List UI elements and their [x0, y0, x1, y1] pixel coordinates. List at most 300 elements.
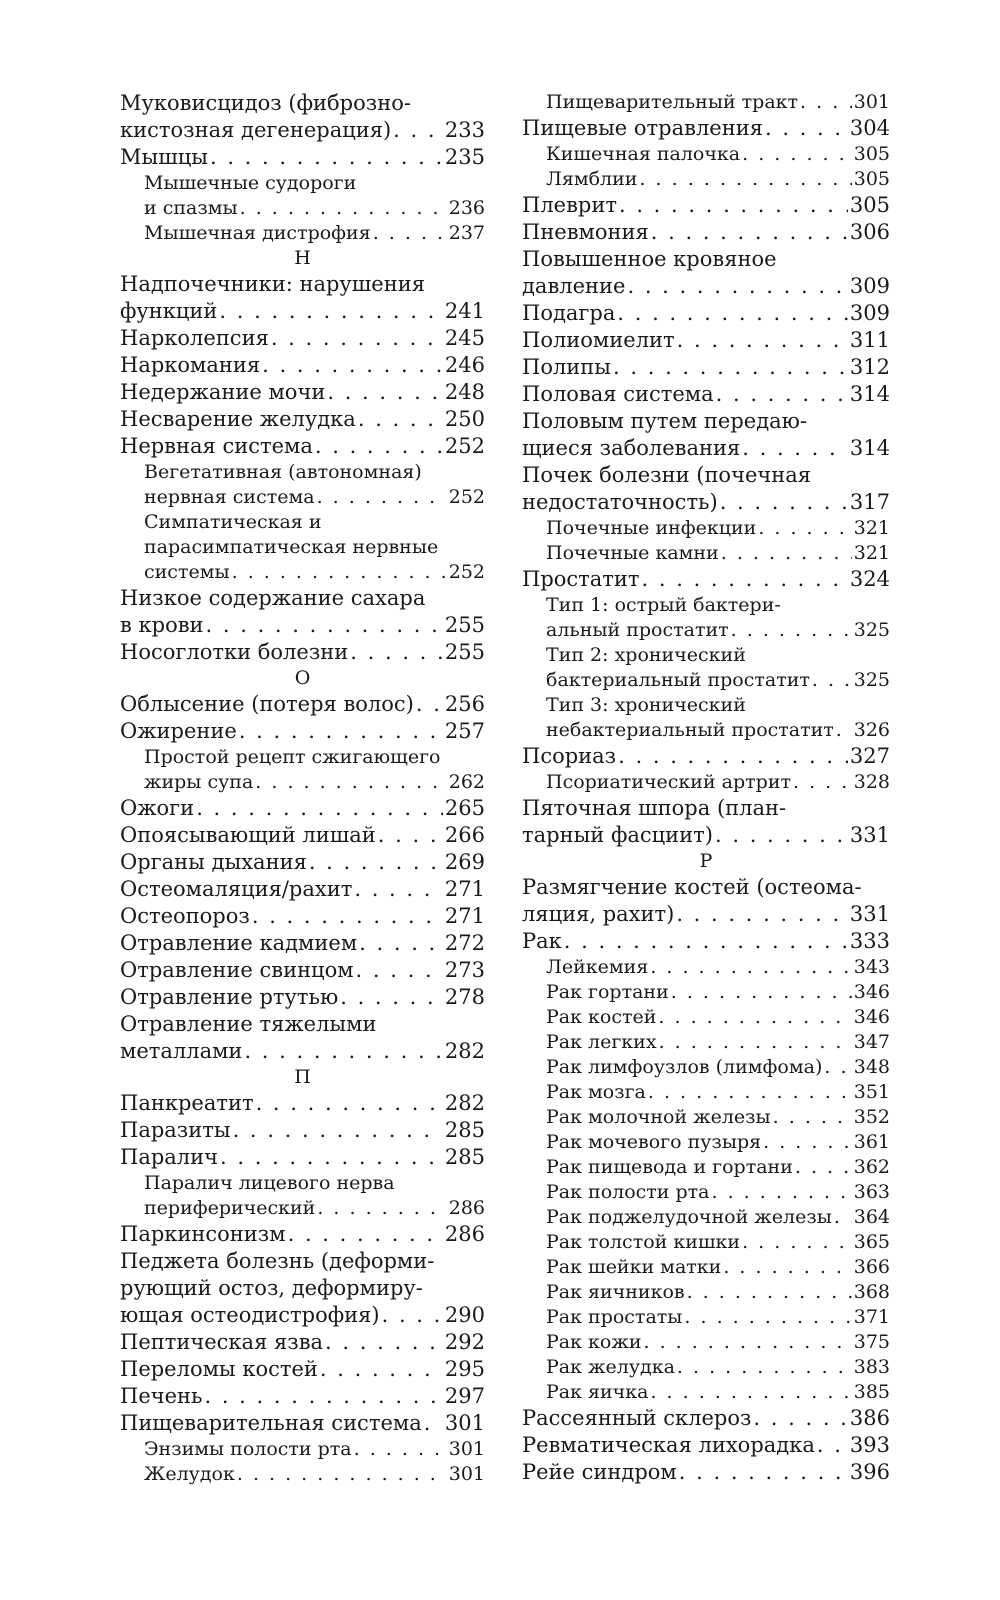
index-subentry	[522, 1205, 890, 1230]
dot-leader	[373, 221, 447, 246]
index-subentry	[522, 955, 890, 980]
page-number: 285	[444, 1145, 485, 1169]
index-subentry	[522, 770, 890, 795]
entry-text: Пищеварительный тракт	[546, 91, 799, 113]
index-subentry	[522, 643, 890, 693]
entry-text: Наркомания	[120, 353, 261, 377]
entry-text: Опоясывающий лишай	[120, 823, 376, 847]
section-letter: Н	[294, 247, 311, 269]
index-entry	[522, 354, 890, 381]
page-number: 250	[444, 407, 485, 431]
page-number: 301	[448, 1463, 485, 1485]
page-number: 343	[853, 956, 890, 978]
entry-text: небактериальный простатит	[546, 719, 834, 741]
dot-leader	[416, 691, 443, 718]
entry-text: Нарколепсия	[120, 326, 269, 350]
index-subentry	[522, 1130, 890, 1155]
entry-text: Кишечная палочка	[546, 143, 741, 165]
entry-text: Рассеянный склероз	[522, 1406, 752, 1430]
dot-leader	[677, 327, 848, 354]
page-number: 363	[853, 1181, 890, 1203]
dot-leader	[288, 1221, 443, 1248]
entry-text: Тип 3: хронический	[546, 694, 746, 716]
entry-text: Полиомиелит	[522, 328, 675, 352]
entry-text: Рак поджелудочной железы	[546, 1206, 832, 1228]
page-number: 326	[853, 719, 890, 741]
index-column-right	[522, 90, 890, 1486]
entry-text: Почечные камни	[546, 542, 719, 564]
index-entry	[522, 743, 890, 770]
entry-text: в крови	[120, 613, 204, 637]
dot-leader	[639, 167, 851, 192]
page-number: 305	[853, 168, 890, 190]
dot-leader	[393, 117, 443, 144]
index-entry	[522, 327, 890, 354]
entry-text: ляция, рахит)	[522, 902, 675, 926]
entry-text: Надпочечники: нарушения	[120, 272, 425, 296]
entry-text: Паразиты	[120, 1118, 231, 1142]
entry-text: рующий остоз, деформиру-	[120, 1276, 423, 1300]
index-entry	[522, 408, 890, 462]
entry-text: Повышенное кровяное	[522, 247, 777, 271]
dot-leader	[340, 984, 443, 1011]
dot-leader	[687, 1280, 852, 1305]
entry-text: Отравление тяжелыми	[120, 1012, 377, 1036]
dot-leader	[382, 1302, 443, 1329]
page-number: 235	[444, 145, 485, 169]
index-entry	[120, 1248, 485, 1329]
index-entry	[120, 585, 485, 639]
page-number: 396	[849, 1460, 890, 1484]
entry-text: Простой рецепт сжигающего	[144, 746, 441, 768]
entry-text: Отравление ртутью	[120, 985, 339, 1009]
page-number: 262	[448, 771, 485, 793]
entry-text: Рак кожи	[546, 1331, 642, 1353]
section-letter: О	[294, 667, 311, 689]
page-number: 314	[849, 436, 890, 460]
entry-text: Паралич лицевого нерва	[144, 1172, 395, 1194]
entry-text: жиры супа	[144, 771, 254, 793]
page-number: 265	[444, 796, 485, 820]
dot-leader	[256, 1090, 443, 1117]
page-number: 266	[444, 823, 485, 847]
page-number: 325	[853, 669, 890, 691]
index-subentry	[120, 1437, 485, 1462]
dot-leader	[817, 1432, 848, 1459]
page-number: 325	[853, 619, 890, 641]
dot-leader	[424, 1410, 443, 1437]
page-number: 290	[444, 1303, 485, 1327]
page-number: 304	[849, 116, 890, 140]
entry-text: Рак легких	[546, 1031, 657, 1053]
index-entry	[522, 192, 890, 219]
page-number: 328	[853, 771, 890, 793]
page-number: 271	[444, 877, 485, 901]
index-entry	[120, 718, 485, 745]
entry-text: кистозная дегенерация)	[120, 118, 392, 142]
page-number: 371	[853, 1306, 890, 1328]
entry-text: Рак шейки матки	[546, 1256, 722, 1278]
index-entry	[120, 984, 485, 1011]
page-number: 286	[444, 1222, 485, 1246]
entry-text: Половая система	[522, 382, 714, 406]
index-subentry	[522, 1305, 890, 1330]
page-number: 252	[444, 434, 485, 458]
page-number: 248	[444, 380, 485, 404]
dot-leader	[659, 1030, 852, 1055]
page-number: 301	[444, 1411, 485, 1435]
index-column-left	[120, 90, 485, 1487]
dot-leader	[758, 516, 851, 541]
page-number: 305	[853, 143, 890, 165]
dot-leader	[309, 849, 443, 876]
page-number: 333	[849, 929, 890, 953]
index-entry	[120, 1011, 485, 1065]
dot-leader	[244, 1038, 442, 1065]
entry-text: Недержание мочи	[120, 380, 326, 404]
index-entry	[522, 1432, 890, 1459]
dot-leader	[317, 1196, 446, 1221]
page-number: 368	[853, 1281, 890, 1303]
index-entry	[120, 795, 485, 822]
page-number: 331	[849, 823, 890, 847]
page-number: 351	[853, 1081, 890, 1103]
page-number: 301	[448, 1438, 485, 1460]
entry-text: Пневмония	[522, 220, 649, 244]
dot-leader	[350, 639, 443, 666]
index-entry	[522, 928, 890, 955]
page-number: 246	[444, 353, 485, 377]
dot-leader	[617, 300, 848, 327]
page-number: 346	[853, 1006, 890, 1028]
entry-text: Ожирение	[120, 719, 237, 743]
page-number: 331	[849, 902, 890, 926]
entry-text: Отравление свинцом	[120, 958, 354, 982]
index-entry	[120, 1144, 485, 1171]
entry-text: Рак яичников	[546, 1281, 685, 1303]
dot-leader	[715, 822, 848, 849]
index-entry	[120, 433, 485, 460]
dot-leader	[255, 770, 446, 795]
page-number: 272	[444, 931, 485, 955]
page-number: 362	[853, 1156, 890, 1178]
index-subentry	[522, 1005, 890, 1030]
index-entry	[522, 795, 890, 849]
index-subentry	[522, 1030, 890, 1055]
dot-leader	[327, 379, 443, 406]
index-subentry	[522, 1330, 890, 1355]
index-entry	[120, 379, 485, 406]
dot-leader	[742, 142, 852, 167]
entry-text: Органы дыхания	[120, 850, 307, 874]
page-number: 282	[444, 1091, 485, 1115]
entry-text: Энзимы полости рта	[144, 1438, 352, 1460]
page-number: 286	[448, 1197, 485, 1219]
dot-leader	[795, 1155, 852, 1180]
index-subentry	[522, 1055, 890, 1080]
index-subentry	[522, 693, 890, 743]
page-number: 393	[849, 1433, 890, 1457]
dot-leader	[219, 298, 442, 325]
entry-text: Паркинсонизм	[120, 1222, 286, 1246]
entry-text: Панкреатит	[120, 1091, 254, 1115]
index-subentry	[522, 1380, 890, 1405]
dot-leader	[354, 1437, 447, 1462]
dot-leader	[252, 903, 443, 930]
entry-text: Рак толстой кишки	[546, 1231, 741, 1253]
index-entry	[120, 957, 485, 984]
entry-text: Рак гортани	[546, 981, 669, 1003]
page-number: 292	[444, 1330, 485, 1354]
index-entry	[120, 406, 485, 433]
page-number: 321	[853, 542, 890, 564]
page-number: 255	[444, 640, 485, 664]
index-subentry	[120, 221, 485, 246]
index-subentry	[522, 593, 890, 643]
dot-leader	[619, 192, 848, 219]
dot-leader	[676, 901, 848, 928]
index-subentry	[120, 510, 485, 585]
index-subentry	[522, 90, 890, 115]
page-number: 256	[444, 692, 485, 716]
entry-text: Нервная система	[120, 434, 313, 458]
dot-leader	[731, 618, 852, 643]
dot-leader	[763, 1130, 852, 1155]
index-subentry	[522, 142, 890, 167]
index-entry	[120, 1329, 485, 1356]
index-entry	[120, 352, 485, 379]
entry-text: Лямблии	[546, 168, 638, 190]
dot-leader	[564, 928, 848, 955]
page-number: 233	[444, 118, 485, 142]
dot-leader	[658, 1005, 851, 1030]
dot-leader	[196, 795, 443, 822]
page-number: 305	[849, 193, 890, 217]
dot-leader	[233, 1117, 443, 1144]
entry-text: Ожоги	[120, 796, 195, 820]
dot-leader	[354, 876, 443, 903]
page-number: 352	[853, 1106, 890, 1128]
page-number: 241	[444, 299, 485, 323]
index-entry	[120, 1356, 485, 1383]
page-number: 324	[849, 567, 890, 591]
entry-text: Рак полости рта	[546, 1181, 710, 1203]
page-number: 366	[853, 1256, 890, 1278]
page-number: 245	[444, 326, 485, 350]
index-entry	[120, 325, 485, 352]
entry-text: Псориаз	[522, 744, 617, 768]
dot-leader	[220, 1144, 443, 1171]
page-number: 309	[849, 301, 890, 325]
index-entry	[120, 903, 485, 930]
entry-text: Желудок	[144, 1463, 235, 1485]
entry-text: Мышечная дистрофия	[144, 222, 371, 244]
index-entry	[120, 1090, 485, 1117]
index-subentry	[522, 541, 890, 566]
entry-text: Печень	[120, 1384, 203, 1408]
dot-leader	[627, 273, 847, 300]
dot-leader	[613, 354, 848, 381]
page-number: 306	[849, 220, 890, 244]
entry-text: Симпатическая и	[144, 511, 322, 533]
entry-text: Ревматическая лихорадка	[522, 1433, 815, 1457]
page-number: 278	[444, 985, 485, 1009]
entry-text: Почек болезни (почечная	[522, 463, 812, 487]
entry-text: Рак пищевода и гортани	[546, 1156, 793, 1178]
page-number: 314	[849, 382, 890, 406]
entry-text: Низкое содержание сахара	[120, 586, 426, 610]
dot-leader	[773, 1105, 852, 1130]
page-number: 236	[448, 197, 485, 219]
dot-leader	[679, 1459, 848, 1486]
index-subentry	[522, 516, 890, 541]
dot-leader	[812, 668, 852, 693]
dot-leader	[325, 1329, 443, 1356]
entry-text: Остеомаляция/рахит	[120, 877, 353, 901]
entry-text: Почечные инфекции	[546, 517, 757, 539]
entry-text: Носоглотки болезни	[120, 640, 349, 664]
dot-leader	[677, 1355, 852, 1380]
entry-text: Рак яичка	[546, 1381, 649, 1403]
index-subentry	[120, 171, 485, 221]
page-number: 285	[444, 1118, 485, 1142]
dot-leader	[618, 743, 848, 770]
index-entry	[522, 462, 890, 516]
index-entry	[120, 691, 485, 718]
dot-leader	[210, 144, 443, 171]
entry-text: Рак костей	[546, 1006, 657, 1028]
index-entry	[522, 1459, 890, 1486]
entry-text: альный простатит	[546, 619, 729, 641]
page-number: 317	[849, 490, 890, 514]
index-entry	[120, 144, 485, 171]
page-number: 273	[444, 958, 485, 982]
page-number: 255	[444, 613, 485, 637]
index-entry	[522, 300, 890, 327]
page-number: 386	[849, 1406, 890, 1430]
entry-text: давление	[522, 274, 626, 298]
entry-text: Пищевые отравления	[522, 116, 763, 140]
index-entry	[522, 566, 890, 593]
page-number: 321	[853, 517, 890, 539]
entry-text: Рак мочевого пузыря	[546, 1131, 762, 1153]
index-subentry	[522, 1280, 890, 1305]
dot-leader	[671, 980, 852, 1005]
dot-leader	[320, 1356, 443, 1383]
index-entry	[120, 639, 485, 666]
dot-leader	[378, 822, 443, 849]
entry-text: Псориатический артрит	[546, 771, 792, 793]
dot-leader	[793, 770, 852, 795]
entry-text: Муковисцидоз (фиброзно-	[120, 91, 411, 115]
index-entry	[522, 1405, 890, 1432]
page-number: 297	[444, 1384, 485, 1408]
index-entry	[522, 874, 890, 928]
entry-text: Рак молочной железы	[546, 1106, 771, 1128]
index-subentry	[120, 460, 485, 510]
index-entry	[120, 876, 485, 903]
index-entry	[522, 115, 890, 142]
entry-text: Тип 2: хронический	[546, 644, 746, 666]
index-entry	[120, 90, 485, 144]
page-number: 252	[448, 486, 485, 508]
index-entry	[522, 381, 890, 408]
dot-leader	[834, 1205, 852, 1230]
dot-leader	[237, 1462, 447, 1487]
index-entry	[120, 930, 485, 957]
entry-text: Вегетативная (автономная)	[144, 461, 422, 483]
page-number: 311	[849, 328, 890, 352]
page-number: 301	[853, 91, 890, 113]
entry-text: периферический	[144, 1197, 316, 1219]
page-number: 385	[853, 1381, 890, 1403]
page-number: 237	[448, 222, 485, 244]
index-subentry	[522, 1105, 890, 1130]
index-entry	[120, 1117, 485, 1144]
entry-text: металлами	[120, 1039, 243, 1063]
page-number: 257	[444, 719, 485, 743]
index-subentry	[522, 980, 890, 1005]
index-entry	[522, 219, 890, 246]
entry-text: ющая остеодистрофия)	[120, 1303, 380, 1327]
index-subentry	[522, 167, 890, 192]
page-number: 346	[853, 981, 890, 1003]
entry-text: Мышцы	[120, 145, 208, 169]
entry-text: Пептическая язва	[120, 1330, 324, 1354]
page-number: 252	[448, 561, 485, 583]
index-subentry	[522, 1230, 890, 1255]
page-number: 347	[853, 1031, 890, 1053]
dot-leader	[262, 352, 443, 379]
entry-text: и спазмы	[144, 197, 238, 219]
index-subentry	[522, 1080, 890, 1105]
index-entry	[120, 822, 485, 849]
entry-text: нервная система	[144, 486, 315, 508]
index-subentry	[120, 745, 485, 795]
dot-leader	[723, 1255, 851, 1280]
section-letter: П	[294, 1066, 311, 1088]
index-entry	[120, 849, 485, 876]
entry-text: системы	[144, 561, 230, 583]
dot-leader	[716, 381, 848, 408]
entry-text: Пяточная шпора (план-	[522, 796, 787, 820]
page-number: 375	[853, 1331, 890, 1353]
index-entry	[120, 1410, 485, 1437]
dot-leader	[684, 1305, 851, 1330]
page-number: 327	[849, 744, 890, 768]
dot-leader	[232, 560, 447, 585]
dot-leader	[642, 566, 848, 593]
page-number: 365	[853, 1231, 890, 1253]
index-entry	[120, 1221, 485, 1248]
index-subentry	[522, 1155, 890, 1180]
page-number: 295	[444, 1357, 485, 1381]
page-number: 312	[849, 355, 890, 379]
index-entry	[522, 246, 890, 300]
entry-text: Половым путем передаю-	[522, 409, 808, 433]
page-number: 383	[853, 1356, 890, 1378]
entry-text: Рак желудка	[546, 1356, 675, 1378]
page-number: 269	[444, 850, 485, 874]
entry-text: Рак мозга	[546, 1081, 646, 1103]
dot-leader	[824, 1055, 851, 1080]
index-subentry	[522, 1255, 890, 1280]
dot-leader	[651, 219, 848, 246]
entry-text: Лейкемия	[546, 956, 649, 978]
dot-leader	[650, 955, 851, 980]
dot-leader	[240, 196, 447, 221]
page-number: 348	[853, 1056, 890, 1078]
